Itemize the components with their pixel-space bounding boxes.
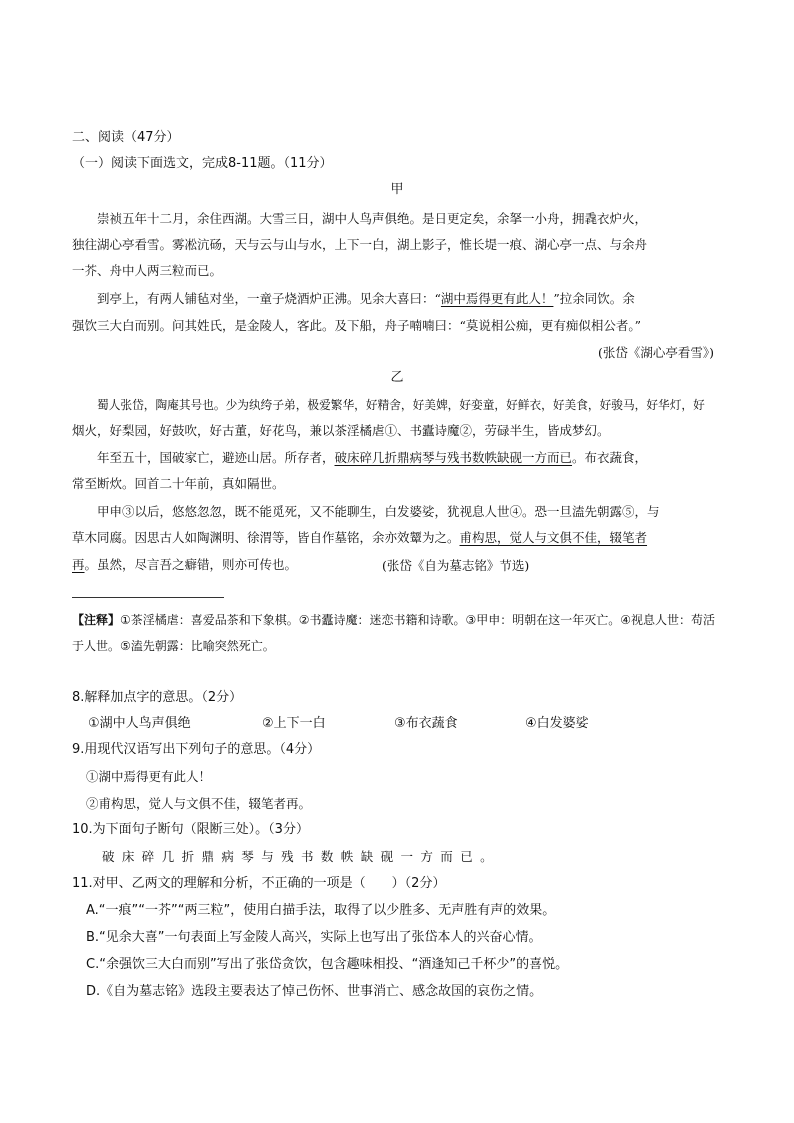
yi-p3-line3 [72, 555, 297, 575]
section-title: 二、阅读（47分） [72, 130, 180, 145]
notes-text-1: ①茶淫橘虐：喜爱品茶和下象棋。②书蠹诗魔：迷恋书籍和诗歌。③甲申：明朝在这一年灭亡。④视息人世：苟活 [120, 613, 716, 627]
q11-option-d: D.《自为墓志铭》选段主要表达了悼己伤怀、世事消亡、感念故国的哀伤之情。 [86, 984, 543, 999]
section-subtitle: （一）阅读下面选文，完成8-11题。（11分） [72, 156, 333, 171]
yi-p3-line3-b: 。虽然，尽言吾之癖错，则亦可传也。 [84, 557, 298, 572]
q9-item-1: ①湖中焉得更有此人！ [86, 769, 212, 784]
jia-p2-line1-b: ”拉余同饮。余 [553, 291, 635, 306]
jia-source: (张岱《湖心亭看雪》) [598, 345, 715, 360]
jia-p2-line1 [97, 289, 635, 309]
notes-line2: 于人世。⑤溘先朝露：比喻突然死亡。 [72, 639, 275, 653]
yi-source: (张岱《自为墓志铭》节选) [382, 558, 530, 573]
yi-p2-line1-b: 。布衣蔬食， [572, 450, 648, 465]
yi-p2-line1 [97, 448, 647, 468]
q11-option-a: A.“一痕”“一芥”“两三粒”，使用白描手法，取得了以少胜多、无声胜有声的效果。 [86, 903, 556, 918]
yi-p3-line1: 甲申③以后，悠悠忽忽，既不能觅死，又不能聊生，白发婆娑，犹视息人世④。恐一旦溘先朝露⑤，与 [97, 504, 660, 519]
text-jia-label: 甲 [390, 182, 404, 197]
jia-p2-line2: 强饮三大白而别。问其姓氏，是金陵人，客此。及下船，舟子喃喃曰：“莫说相公痴，更有痴似相公者。” [72, 318, 642, 333]
q9-stem: 9.用现代汉语写出下列句子的意思。（4分） [72, 742, 321, 757]
yi-p2-line1-a: 年至五十，国破家亡，避迹山居。所存者， [97, 450, 335, 465]
yi-p2-line2: 常至断炊。回首二十年前，真如隔世。 [72, 476, 285, 491]
yi-p1-line2: 烟火，好梨园，好鼓吹，好古董，好花鸟，兼以茶淫橘虐①、书蠹诗魔②，劳碌半生，皆成梦幻。 [72, 423, 610, 438]
yi-underlined-phrase-end: 再 [72, 557, 85, 572]
q8-item-2: ②上下一白 [262, 716, 326, 731]
q10-sentence: 破床碎几折鼎病琴与残书数帙缺砚一方而已。 [102, 849, 501, 864]
q11-stem: 11.对甲、乙两文的理解和分析，不正确的一项是（ ）（2分） [72, 876, 446, 891]
text-yi-label: 乙 [390, 370, 404, 385]
notes-label: 【注释】 [72, 613, 121, 627]
q8-item-1: ①湖中人鸟声俱绝 [88, 716, 191, 731]
yi-p1-line1: 蜀人张岱，陶庵其号也。少为纨绔子弟，极爱繁华，好精舍，好美婢，好娈童，好鲜衣，好美食，好骏马，好华灯，好 [97, 398, 705, 412]
notes-divider [72, 597, 224, 598]
q10-stem: 10.为下面句子断句（限断三处）。（3分） [72, 822, 309, 837]
jia-p1-line2: 独往湖心亭看雪。雾凇沆砀，天与云与山与水，上下一白，湖上影子，惟长堤一痕、湖心亭一点、与余舟 [72, 237, 648, 252]
notes-line1 [72, 610, 715, 630]
q9-item-2: ②甫构思，觉人与文俱不佳，辍笔者再。 [86, 796, 312, 811]
q11-option-b: B.“见余大喜”一句表面上写金陵人高兴，实际上也写出了张岱本人的兴奋心情。 [86, 930, 542, 945]
q8-stem: 8.解释加点字的意思。（2分） [72, 690, 243, 705]
jia-p1-line1: 崇祯五年十二月，余住西湖。大雪三日，湖中人鸟声俱绝。是日更定矣，余拏一小舟，拥毳衣炉火， [97, 211, 648, 226]
q8-item-4: ④白发婆娑 [525, 716, 589, 731]
yi-p3-line2 [72, 528, 647, 548]
yi-p3-line2-a: 草木同腐。因思古人如陶渊明、徐渭等，皆自作墓铭，余亦效颦为之。 [72, 530, 460, 545]
yi-underlined-sentence: 破床碎几折鼎病琴与残书数帙缺砚一方而已 [334, 450, 573, 465]
q8-item-3: ③布衣蔬食 [394, 716, 458, 731]
jia-underlined-sentence: 湖中焉得更有此人！ [440, 291, 554, 306]
jia-p1-line3: 一芥、舟中人两三粒而已。 [72, 263, 223, 278]
jia-p2-line1-a: 到亭上，有两人铺毡对坐，一童子烧酒炉正沸。见余大喜曰：“ [97, 291, 441, 306]
yi-underlined-phrase: 甫构思，觉人与文俱不佳，辍笔者 [459, 530, 648, 545]
q11-option-c: C.“余强饮三大白而别”写出了张岱贪饮，包含趣味相投、“酒逢知己千杯少”的喜悦。 [86, 957, 569, 972]
